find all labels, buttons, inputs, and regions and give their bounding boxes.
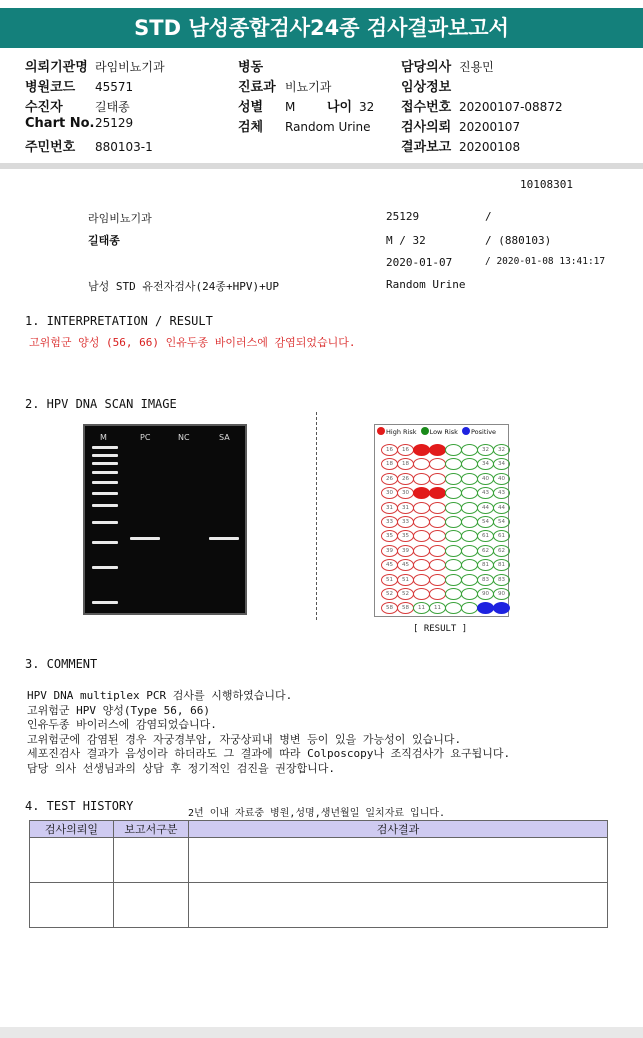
hpv-type-cell: 40 — [477, 473, 494, 485]
ladder-band — [92, 541, 118, 544]
requesting-clinic-label: 의뢰기관명 — [25, 60, 88, 75]
footer-bar — [0, 1027, 643, 1038]
comment-line: HPV DNA multiplex PCR 검사를 시행하였습니다. — [27, 689, 293, 702]
section-history-heading: 4. TEST HISTORY — [25, 799, 134, 813]
table-cell — [30, 838, 114, 883]
hpv-type-cell: 52 — [381, 588, 398, 600]
history-col-report-type: 보고서구분 — [114, 821, 189, 838]
hpv-type-cell: 62 — [493, 545, 510, 557]
hpv-type-cell — [445, 444, 462, 456]
table-cell — [30, 883, 114, 928]
legend-high-risk: High Risk — [386, 428, 417, 436]
low-risk-dot-icon — [421, 427, 429, 435]
section-scan-image-heading: 2. HPV DNA SCAN IMAGE — [25, 397, 177, 411]
gel-electrophoresis-image — [83, 424, 247, 615]
hpv-type-cell: 61 — [493, 530, 510, 542]
requesting-clinic-value: 라임비뇨기과 — [95, 60, 165, 74]
gel-lane-nc-label: NC — [178, 433, 190, 442]
pc-band — [130, 537, 160, 540]
ladder-band — [92, 462, 118, 465]
hpv-type-cell — [413, 516, 430, 528]
rrn-label: 주민번호 — [25, 140, 76, 155]
report-date-label: 결과보고 — [401, 140, 452, 155]
header-col1 — [25, 56, 165, 156]
hpv-type-cell — [461, 574, 478, 586]
report-date-value: 20200108 — [459, 140, 521, 154]
hpv-type-cell — [461, 502, 478, 514]
hpv-type-cell: 35 — [381, 530, 398, 542]
receipt-no-value: 20200107-08872 — [459, 100, 563, 114]
hospital-code-label: 병원코드 — [25, 80, 76, 95]
report-title: STD 남성종합검사24종 검사결과보고서 — [0, 8, 643, 48]
hpv-type-cell — [429, 588, 446, 600]
hpv-type-cell: 39 — [397, 545, 414, 557]
hpv-type-cell — [445, 458, 462, 470]
table-cell — [114, 883, 189, 928]
hpv-type-cell: 39 — [381, 545, 398, 557]
hpv-type-cell — [413, 530, 430, 542]
hpv-type-cell — [461, 473, 478, 485]
hpv-type-cell — [461, 559, 478, 571]
history-note: 2년 이내 자료중 병원,성명,생년월일 일치자료 입니다. — [188, 808, 446, 819]
legend-positive: Positive — [470, 428, 497, 436]
chart-no-label: Chart No. — [25, 116, 95, 131]
hpv-type-cell — [461, 516, 478, 528]
hpv-type-cell — [461, 487, 478, 499]
image-divider — [316, 412, 317, 620]
hpv-type-cell — [429, 502, 446, 514]
hpv-type-cell — [477, 602, 494, 614]
ladder-band — [92, 492, 118, 495]
hpv-type-cell: 45 — [381, 559, 398, 571]
ladder-band — [92, 454, 118, 457]
positive-dot-icon — [462, 427, 470, 435]
history-table-header-row — [30, 821, 608, 838]
hpv-type-cell: 16 — [381, 444, 398, 456]
chart-no-value: 25129 — [95, 116, 134, 130]
hpv-type-cell: 61 — [477, 530, 494, 542]
hpv-type-cell — [429, 530, 446, 542]
panel-caption: [ RESULT ] — [413, 624, 468, 634]
hpv-type-cell: 90 — [493, 588, 510, 600]
hpv-type-cell: 52 — [397, 588, 414, 600]
table-cell — [114, 838, 189, 883]
hpv-type-cell: 44 — [477, 502, 494, 514]
clinical-info-label: 임상정보 — [401, 80, 452, 95]
hpv-type-cell — [413, 559, 430, 571]
header-col3 — [401, 56, 563, 156]
hpv-type-cell — [429, 458, 446, 470]
hpv-type-cell — [413, 487, 430, 499]
sex-value: M — [285, 100, 296, 114]
hpv-type-cell — [445, 516, 462, 528]
section-comment-heading: 3. COMMENT — [25, 657, 98, 671]
report-datetime: / 2020-01-08 13:41:17 — [485, 256, 606, 267]
ladder-band — [92, 521, 118, 524]
hpv-type-cell — [429, 574, 446, 586]
hpv-type-cell — [461, 444, 478, 456]
gel-lane-sa-label: SA — [219, 433, 230, 442]
hpv-type-cell: 34 — [493, 458, 510, 470]
hpv-type-cell — [429, 473, 446, 485]
hpv-type-cell: 43 — [493, 487, 510, 499]
ladder-band — [92, 504, 118, 507]
hpv-type-cell: 31 — [381, 502, 398, 514]
hpv-type-cell — [413, 502, 430, 514]
hpv-type-cell — [445, 559, 462, 571]
report-patient: 길태종 — [88, 234, 120, 247]
specimen-value: Random Urine — [285, 120, 371, 134]
hpv-type-cell — [429, 487, 446, 499]
panel-legend — [377, 427, 496, 436]
rrn-value: 880103-1 — [95, 140, 153, 154]
hpv-type-cell — [461, 588, 478, 600]
hpv-type-cell — [413, 588, 430, 600]
report-clinic: 라임비뇨기과 — [88, 212, 152, 225]
hpv-type-cell: 33 — [397, 516, 414, 528]
hospital-code-value: 45571 — [95, 80, 134, 94]
hpv-type-cell — [445, 574, 462, 586]
hpv-type-cell: 90 — [477, 588, 494, 600]
ladder-band — [92, 471, 118, 474]
hpv-type-cell — [445, 588, 462, 600]
hpv-type-cell: 32 — [493, 444, 510, 456]
sa-band — [209, 537, 239, 540]
comment-line: 담당 의사 선생님과의 상담 후 정기적인 검진을 권장합니다. — [27, 761, 336, 775]
hpv-type-cell — [429, 545, 446, 557]
hpv-type-cell — [413, 545, 430, 557]
ward-label: 병동 — [238, 60, 264, 75]
hpv-type-cell: 11 — [429, 602, 446, 614]
table-cell — [189, 883, 608, 928]
interpretation-result: 고위험군 양성 (56, 66) 인유두종 바이러스에 감염되었습니다. — [29, 336, 356, 349]
department-label: 진료과 — [238, 80, 276, 95]
hpv-type-cell: 45 — [397, 559, 414, 571]
hpv-type-cell: 51 — [397, 574, 414, 586]
comment-line: 인유두종 바이러스에 감염되었습니다. — [27, 718, 217, 732]
age-value: 32 — [359, 100, 375, 114]
hpv-type-cell — [493, 602, 510, 614]
ladder-band — [92, 601, 118, 604]
hpv-type-cell: 40 — [493, 473, 510, 485]
hpv-type-cell — [461, 545, 478, 557]
history-table — [29, 820, 608, 928]
table-row — [30, 883, 608, 928]
report-chart: 25129 — [386, 210, 420, 223]
age-label: 나이 — [327, 100, 353, 115]
hpv-type-cell: 34 — [477, 458, 494, 470]
header-divider — [0, 163, 643, 169]
hpv-type-cell: 83 — [493, 574, 510, 586]
report-date: 2020-01-07 — [386, 256, 453, 269]
hpv-type-cell: 33 — [381, 516, 398, 528]
table-row — [30, 838, 608, 883]
hpv-type-cell: 81 — [477, 559, 494, 571]
patient-value: 길태종 — [95, 100, 130, 114]
receipt-no-label: 접수번호 — [401, 100, 452, 115]
hpv-type-cell — [413, 473, 430, 485]
hpv-type-cell: 83 — [477, 574, 494, 586]
report-slash: / — [485, 210, 492, 223]
doctor-label: 담당의사 — [401, 60, 452, 75]
hpv-type-cell — [445, 530, 462, 542]
hpv-type-cell: 54 — [477, 516, 494, 528]
hpv-type-cell: 16 — [397, 444, 414, 456]
report-rrn: / (880103) — [485, 234, 552, 247]
section-interpretation-heading: 1. INTERPRETATION / RESULT — [25, 314, 213, 328]
hpv-type-cell: 30 — [381, 487, 398, 499]
history-col-result: 검사결과 — [189, 821, 608, 838]
history-col-request-date: 검사의뢰일 — [30, 821, 114, 838]
hpv-type-cell — [429, 516, 446, 528]
department-value: 비뇨기과 — [285, 80, 332, 94]
ladder-band — [92, 446, 118, 449]
report-code: 10108301 — [520, 178, 573, 191]
hpv-type-cell — [413, 458, 430, 470]
comment-line: 세포진검사 결과가 음성이라 하더라도 그 결과에 따라 Colposcopy나 조직검사가 요구됩니다. — [27, 747, 511, 761]
hpv-result-panel — [374, 424, 509, 617]
request-date-value: 20200107 — [459, 120, 521, 134]
comment-block — [27, 689, 510, 777]
comment-line: 고위험군에 감염된 경우 자궁경부암, 자궁상피내 병변 등이 있을 가능성이 있습니다. — [27, 732, 462, 746]
request-date-label: 검사의뢰 — [401, 120, 452, 135]
table-cell — [189, 838, 608, 883]
specimen-label: 검체 — [238, 120, 264, 135]
hpv-type-cell — [413, 574, 430, 586]
patient-label: 수진자 — [25, 100, 63, 115]
hpv-type-cell: 62 — [477, 545, 494, 557]
hpv-type-cell: 11 — [413, 602, 430, 614]
gel-lane-m-label: M — [100, 433, 107, 442]
hpv-type-cell: 18 — [381, 458, 398, 470]
hpv-type-cell: 43 — [477, 487, 494, 499]
ladder-band — [92, 566, 118, 569]
hpv-type-cell: 58 — [381, 602, 398, 614]
hpv-type-cell — [461, 530, 478, 542]
hpv-type-cell — [445, 602, 462, 614]
hpv-type-cell: 26 — [397, 473, 414, 485]
ladder-band — [92, 481, 118, 484]
hpv-type-cell — [461, 458, 478, 470]
hpv-type-cell: 26 — [381, 473, 398, 485]
report-test-name: 남성 STD 유전자검사(24종+HPV)+UP — [88, 280, 279, 293]
legend-low-risk: Low Risk — [429, 428, 458, 436]
gel-lane-pc-label: PC — [140, 433, 151, 442]
report-sex-age: M / 32 — [386, 234, 426, 247]
report-specimen: Random Urine — [386, 278, 466, 291]
hpv-type-cell: 18 — [397, 458, 414, 470]
hpv-type-cell: 44 — [493, 502, 510, 514]
header-col2 — [238, 56, 374, 136]
hpv-type-cell: 30 — [397, 487, 414, 499]
hpv-type-cell — [445, 487, 462, 499]
hpv-type-cell: 54 — [493, 516, 510, 528]
comment-line: 고위험군 HPV 양성(Type 56, 66) — [27, 703, 210, 717]
hpv-type-cell — [429, 444, 446, 456]
hpv-type-cell: 58 — [397, 602, 414, 614]
hpv-type-cell — [413, 444, 430, 456]
hpv-type-cell — [445, 473, 462, 485]
hpv-type-cell: 81 — [493, 559, 510, 571]
doctor-value: 진용민 — [459, 60, 494, 74]
hpv-type-cell: 51 — [381, 574, 398, 586]
hpv-type-cell — [429, 559, 446, 571]
hpv-type-cell: 35 — [397, 530, 414, 542]
hpv-type-cell — [445, 502, 462, 514]
hpv-type-cell: 32 — [477, 444, 494, 456]
sex-label: 성별 — [238, 100, 264, 115]
hpv-type-cell: 31 — [397, 502, 414, 514]
high-risk-dot-icon — [377, 427, 385, 435]
hpv-type-cell — [461, 602, 478, 614]
hpv-type-cell — [445, 545, 462, 557]
